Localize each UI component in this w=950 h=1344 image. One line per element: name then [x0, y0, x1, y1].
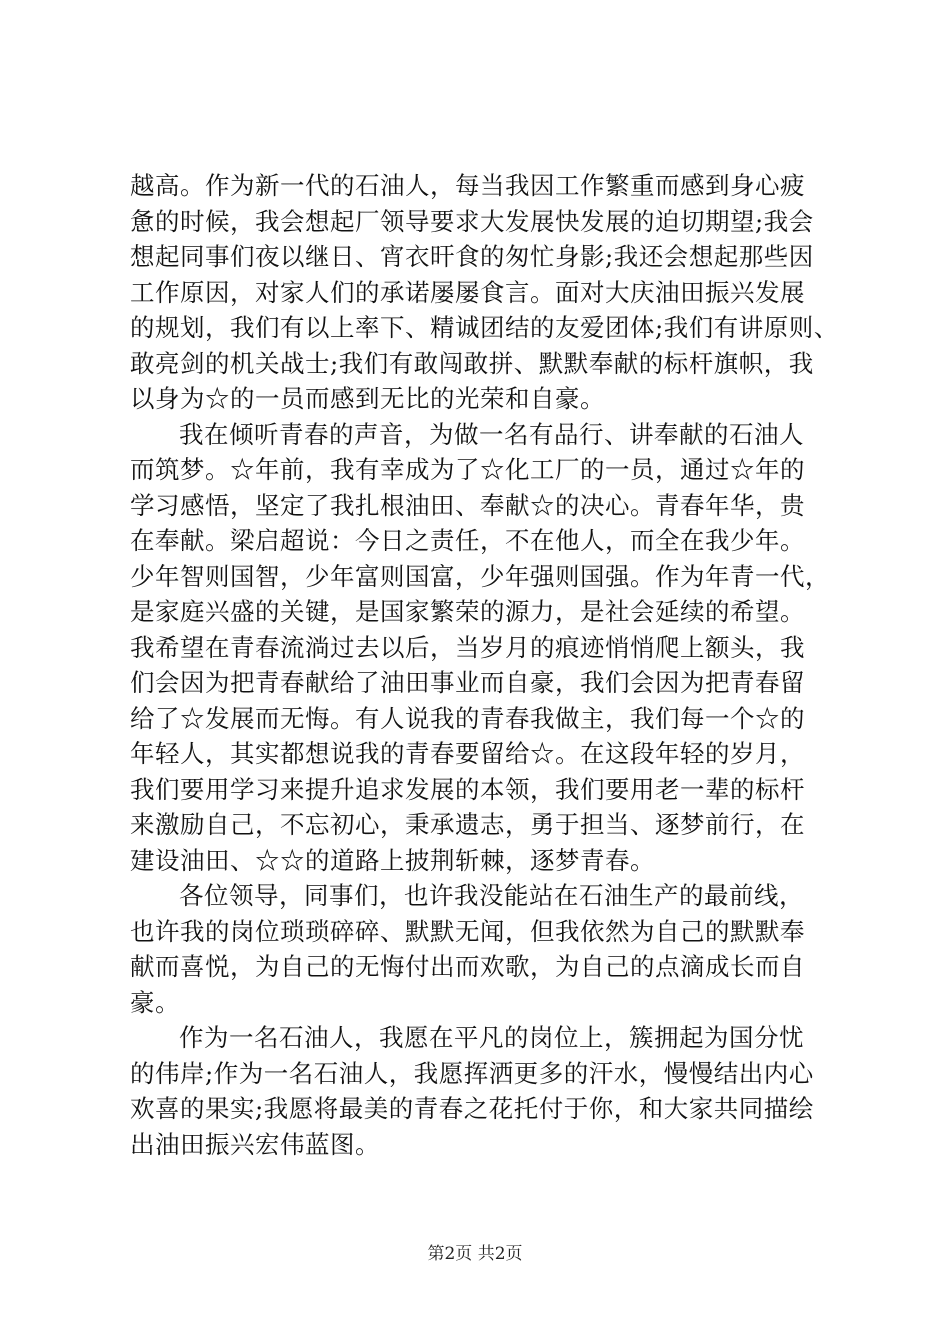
- text-line: 工作原因，对家人们的承诺屡屡食言。面对大庆油田振兴发展: [130, 277, 805, 307]
- text-line: 想起同事们夜以继日、宵衣旰食的匆忙身影;我还会想起那些因: [130, 242, 814, 271]
- text-line: 少年智则国智，少年富则国富，少年强则国强。作为年青一代，: [130, 561, 830, 591]
- text-line: 给了☆发展而无悔。有人说我的青春我做主，我们每一个☆的: [130, 703, 805, 733]
- text-line: 以身为☆的一员而感到无比的光荣和自豪。: [130, 384, 605, 413]
- text-line: 我希望在青春流淌过去以后，当岁月的痕迹悄悄爬上额头，我: [130, 632, 805, 662]
- page-footer: [0, 1242, 950, 1266]
- text-line: 越高。作为新一代的石油人，每当我因工作繁重而感到身心疲: [130, 171, 805, 200]
- text-line: 我在倾听青春的声音，为做一名有品行、讲奉献的石油人: [179, 419, 804, 449]
- document-body: [130, 168, 856, 1162]
- text-line: 是家庭兴盛的关键，是国家繁荣的源力，是社会延续的希望。: [130, 597, 805, 626]
- paragraph-1: [130, 168, 856, 417]
- text-line: 年轻人，其实都想说我的青春要留给☆。在这段年轻的岁月，: [130, 739, 805, 768]
- page-number: 第2页 共2页: [427, 1244, 523, 1264]
- text-line: 出油田振兴宏伟蓝图。: [130, 1129, 380, 1159]
- text-line: 献而喜悦，为自己的无悔付出而欢歌，为自己的点滴成长而自: [130, 952, 805, 981]
- text-line: 的伟岸;作为一名石油人，我愿挥洒更多的汗水，慢慢结出内心: [130, 1058, 814, 1088]
- text-line: 也许我的岗位琐琐碎碎、默默无闻，但我依然为自己的默默奉: [130, 916, 805, 946]
- text-line: 豪。: [130, 987, 180, 1017]
- text-line: 学习感悟，坚定了我扎根油田、奉献☆的决心。青春年华，贵: [130, 490, 805, 520]
- text-line: 建设油田、☆☆的道路上披荆斩棘，逐梦青春。: [130, 845, 655, 875]
- text-line: 敢亮剑的机关战士;我们有敢闯敢拼、默默奉献的标杆旗帜，我: [130, 348, 814, 378]
- paragraph-3: [130, 878, 856, 1020]
- paragraph-2: [130, 417, 856, 879]
- text-line: 在奉献。梁启超说：今日之责任，不在他人，而全在我少年。: [130, 526, 805, 555]
- text-line: 各位领导，同事们，也许我没能站在石油生产的最前线，: [179, 881, 804, 910]
- text-line: 我们要用学习来提升追求发展的本领，我们要用老一辈的标杆: [130, 774, 805, 804]
- text-line: 惫的时候，我会想起厂领导要求大发展快发展的迫切期望;我会: [130, 206, 814, 236]
- text-line: 的规划，我们有以上率下、精诚团结的友爱团体;我们有讲原则、: [130, 313, 839, 342]
- text-line: 作为一名石油人，我愿在平凡的岗位上，簇拥起为国分忧: [179, 1023, 804, 1052]
- text-line: 们会因为把青春献给了油田事业而自豪，我们会因为把青春留: [130, 668, 805, 697]
- text-line: 欢喜的果实;我愿将最美的青春之花托付于你，和大家共同描绘: [130, 1094, 814, 1123]
- paragraph-4: [130, 1020, 856, 1162]
- text-line: 而筑梦。☆年前，我有幸成为了☆化工厂的一员，通过☆年的: [130, 455, 805, 484]
- text-line: 来激励自己，不忘初心，秉承遗志，勇于担当、逐梦前行，在: [130, 810, 805, 839]
